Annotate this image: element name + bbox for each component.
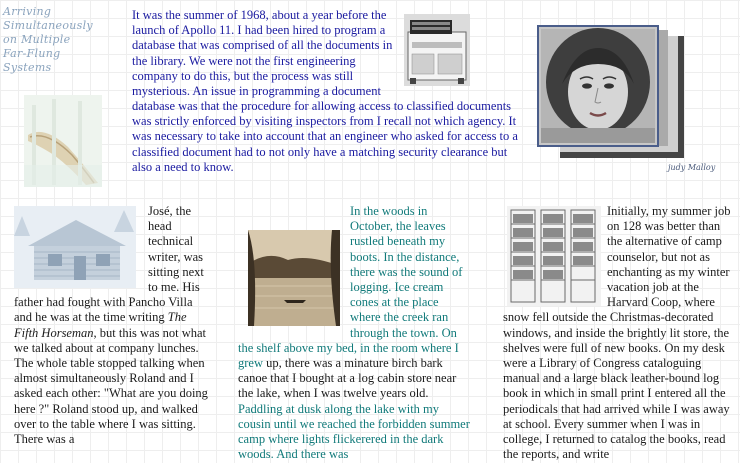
- book-title: The Fifth Horseman: [14, 310, 187, 340]
- site-title: [3, 5, 133, 75]
- canoe-image: [24, 95, 102, 187]
- intro-paragraph: It was the summer of 1968, about a year before the launch of Apollo 11. I had been hired to program a database that was comprised of all the documents in the library. We were not the first engineering company to do this, but the process was still mysterious. An issue in programming a document: [132, 8, 393, 99]
- title-line: Arriving: [3, 5, 52, 18]
- story-text-teal-end: Paddling at dusk along the lake with my cousin until we reached the forbidden summer camp where lights flickerered in the dark woods. And there was: [238, 401, 470, 462]
- bookshelves-image: [507, 206, 601, 306]
- story-text: José, the head technical writer, was sitting next to me. His father had fought with Pancho Villa and he was at the time writing: [14, 204, 204, 325]
- lake-photo-image: [248, 230, 340, 326]
- column-story-library: [503, 204, 736, 462]
- story-text: up, there was a minature birch bark canoe that I bought at a log cabin store near the lake, when I was twelve years old.: [238, 356, 457, 401]
- title-line: Far-Flung: [3, 47, 61, 60]
- story-text-continued: , but this was not what we talked about at company lunches. The whole table stopped talking when almost simultaneously Roland and I asked each other: "What are you doing here ?" Roland stood up, and walked over to the table where I was sitting. There was a: [14, 325, 208, 447]
- title-line: on Multiple: [3, 33, 71, 46]
- column-story-jose: [14, 204, 211, 447]
- portrait-image: [536, 24, 689, 167]
- log-cabin-image: [14, 206, 136, 288]
- intro-paragraph-continued: database was that the procedure for allowing access to classified documents was strictly enforced by visiting inspectors from I recall not which agency. It was necessary to take into account that an engineer who asked for access to a classified document had to not only have a matching security clearance but also a need to know.: [132, 99, 518, 174]
- column-story-woods: [238, 204, 470, 462]
- story-text-teal: In the woods in October, the leaves rustled beneath my boots. In the distance, there was the sound of logging. Ice cream cones at the place where the creek ran through the town. On the shelf above my bed, in the room where I grew: [238, 204, 463, 371]
- computer-image: [404, 14, 470, 86]
- title-line: Simultaneously: [3, 19, 93, 32]
- title-line: Systems: [3, 61, 52, 74]
- story-text: Initially, my summer job on 128 was better than the alternative of camp counselor, but not as enchanting as my winter vacation job at the Harvard Coop, where snow fell outside the Christmas-decorated windows, and inside the brightly lit store, the shelves were full of new books. On my desk were a Library of Congress cataloguing manual and a large black leather-bound log book in which in small print I entered all the periodicals that had arrived while I was away at school. Every summer when I was in college, I returned to catalog the books, read the reports, and write: [503, 204, 731, 462]
- photo-caption: judy Malloy: [668, 163, 716, 172]
